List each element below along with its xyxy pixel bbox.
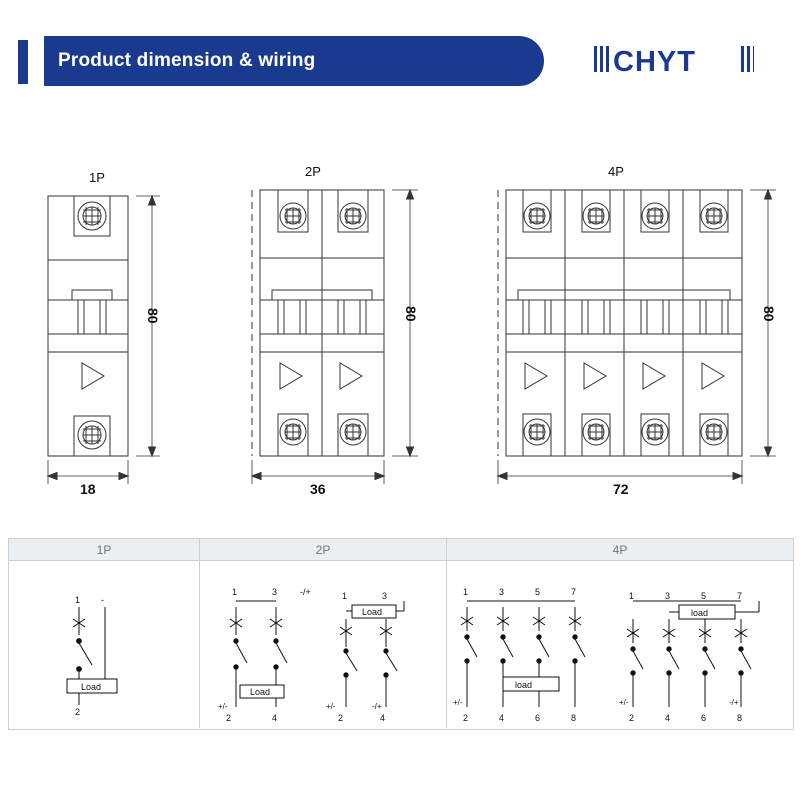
- label-2p: 2P: [305, 164, 321, 179]
- load-label-2p-b: Load: [362, 607, 383, 617]
- chyt-logo: [594, 42, 754, 80]
- dim-height-4p: 80: [761, 306, 777, 322]
- load-label-2p-a: Load: [250, 687, 271, 697]
- terminal-label-3: 3: [499, 587, 505, 597]
- breaker-4p: [498, 190, 742, 456]
- wiring-diagram-2p: [200, 561, 446, 728]
- load-label-1p: Load: [81, 682, 102, 692]
- page-header: [0, 36, 800, 88]
- terminal-label-1: 1: [232, 587, 238, 597]
- terminal-label-5: 5: [535, 587, 541, 597]
- header-accent-bar: [18, 40, 28, 84]
- page-title: Product dimension & wiring: [58, 50, 316, 71]
- terminal-label-4b: 4: [665, 713, 671, 723]
- dim-width-1p: 18: [80, 481, 96, 497]
- polarity-label-minus-plus-b: -/+: [729, 698, 739, 707]
- terminal-label-6b: 6: [701, 713, 707, 723]
- terminal-label-6: 6: [535, 713, 541, 723]
- wiring-cell-4p: [447, 561, 793, 728]
- wiring-table: [8, 538, 794, 730]
- terminal-label-1b: 1: [342, 591, 348, 601]
- dimension-4p: [498, 190, 776, 484]
- svg-text:CHYT: CHYT: [613, 46, 696, 78]
- terminal-label-2: 2: [226, 713, 232, 723]
- polarity-label-plus-minus-b: +/-: [619, 698, 629, 707]
- wiring-diagram-1p: [9, 561, 199, 728]
- terminal-label-5b: 5: [701, 591, 707, 601]
- breaker-2p: [252, 190, 384, 456]
- polarity-label-minus-plus: -/+: [300, 587, 311, 597]
- terminal-label-2: 2: [75, 707, 81, 717]
- terminal-label-4b: 4: [380, 713, 386, 723]
- terminal-label-4: 4: [272, 713, 278, 723]
- terminal-label-3: 3: [272, 587, 278, 597]
- dim-width-4p: 72: [613, 481, 629, 497]
- wiring-cell-1p: [9, 561, 200, 728]
- breaker-1p: [48, 196, 128, 456]
- wiring-diagram-4p: [447, 561, 793, 728]
- load-label-4p-b: load: [691, 608, 709, 618]
- polarity-label-plus-minus: +/-: [453, 698, 463, 707]
- terminal-label-2b: 2: [629, 713, 635, 723]
- dim-width-2p: 36: [310, 481, 326, 497]
- column-header-4p: 4P: [447, 539, 793, 561]
- dimension-2p: [252, 190, 418, 484]
- terminal-label-3b: 3: [665, 591, 671, 601]
- dim-height-1p: 80: [145, 308, 161, 324]
- polarity-label-minus-plus-b: -/+: [372, 702, 382, 711]
- terminal-label-2: 2: [463, 713, 469, 723]
- terminal-label-8: 8: [571, 713, 577, 723]
- wiring-table-body: [9, 561, 793, 728]
- polarity-label-plus-minus-b: +/-: [326, 702, 336, 711]
- column-header-2p: 2P: [200, 539, 447, 561]
- terminal-label-1: 1: [463, 587, 469, 597]
- terminal-label-minus: -: [101, 595, 104, 605]
- dimension-1p: [48, 196, 160, 484]
- terminal-label-4: 4: [499, 713, 505, 723]
- load-label-4p-a: load: [515, 680, 533, 690]
- terminal-label-7: 7: [571, 587, 577, 597]
- terminal-label-3b: 3: [382, 591, 388, 601]
- wiring-cell-2p: [200, 561, 447, 728]
- terminal-label-1b: 1: [629, 591, 635, 601]
- wiring-table-header: [9, 539, 793, 561]
- terminal-label-7b: 7: [737, 591, 743, 601]
- dim-height-2p: 80: [403, 306, 419, 322]
- label-1p: 1P: [89, 170, 105, 185]
- terminal-label-1: 1: [75, 595, 81, 605]
- label-4p: 4P: [608, 164, 624, 179]
- terminal-label-8b: 8: [737, 713, 743, 723]
- terminal-label-2b: 2: [338, 713, 344, 723]
- polarity-label-plus-minus: +/-: [218, 702, 228, 711]
- column-header-1p: 1P: [9, 539, 200, 561]
